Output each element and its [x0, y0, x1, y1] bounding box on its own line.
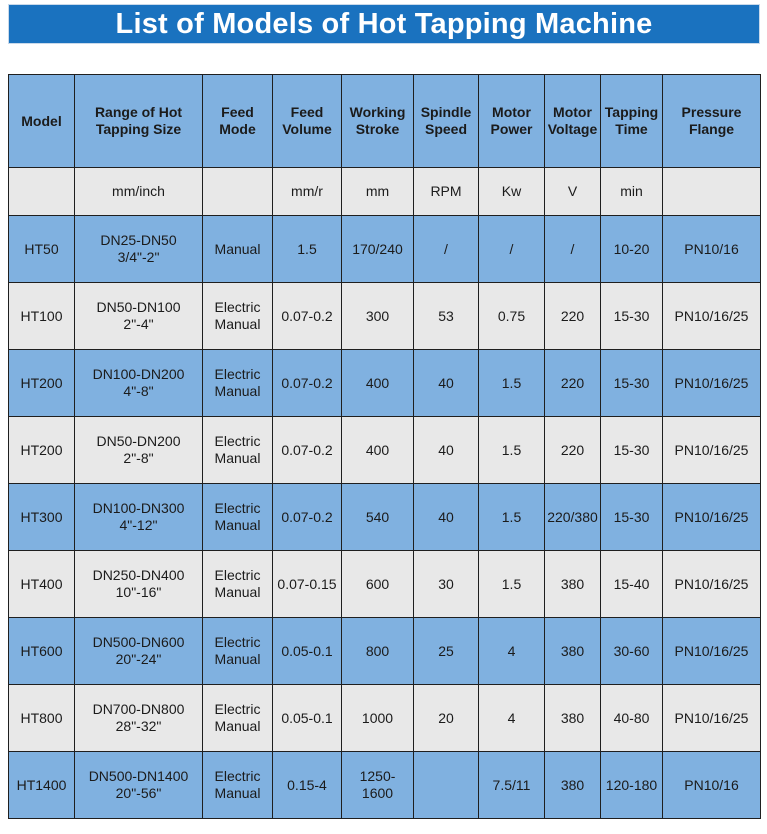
- spindle-speed-cell: 25: [414, 618, 479, 685]
- header-motor-voltage: [545, 75, 601, 168]
- working-stroke-cell: [342, 417, 414, 484]
- working-stroke-cell: [342, 551, 414, 618]
- header-line: Working: [349, 104, 406, 120]
- unit-cell: [9, 168, 75, 216]
- feed-volume-cell: 0.05-0.1: [273, 685, 342, 752]
- table-row: [9, 551, 761, 618]
- working-stroke-cell: [342, 685, 414, 752]
- pressure-flange-cell: PN10/16/25: [663, 484, 761, 551]
- working-stroke-cell-line: 1600: [361, 785, 394, 801]
- header-line: Speed: [424, 121, 467, 137]
- models-table: [8, 74, 761, 819]
- feed-mode-cell: [203, 350, 273, 417]
- motor-power-cell: 1.5: [479, 417, 545, 484]
- working-stroke-cell: [342, 283, 414, 350]
- motor-voltage-cell: 220: [545, 350, 601, 417]
- range-cell-line: 2"-8": [123, 450, 154, 466]
- pressure-flange-cell: PN10/16/25: [663, 283, 761, 350]
- feed-volume-cell: 0.07-0.2: [273, 350, 342, 417]
- header-spindle-speed: [414, 75, 479, 168]
- feed-mode-cell: [203, 417, 273, 484]
- model-cell: HT200: [9, 417, 75, 484]
- model-cell: HT800: [9, 685, 75, 752]
- header-line: Power: [490, 121, 533, 137]
- motor-voltage-cell: 380: [545, 551, 601, 618]
- table-row: [9, 350, 761, 417]
- header-line: Tapping Size: [95, 121, 182, 137]
- model-cell: HT50: [9, 216, 75, 283]
- table-row: [9, 484, 761, 551]
- unit-cell: RPM: [414, 168, 479, 216]
- motor-power-cell: 1.5: [479, 350, 545, 417]
- feed-mode-cell: [203, 216, 273, 283]
- feed-mode-cell: [203, 484, 273, 551]
- working-stroke-cell-line: 1250-: [359, 768, 396, 784]
- working-stroke-cell-line: 400: [365, 441, 390, 458]
- header-range: [75, 75, 203, 168]
- model-rows: [9, 216, 761, 819]
- feed-mode-cell-line: Manual: [214, 718, 261, 734]
- unit-cell: V: [545, 168, 601, 216]
- feed-volume-cell: 0.07-0.2: [273, 417, 342, 484]
- feed-mode-cell-line: Manual: [214, 517, 261, 533]
- pressure-flange-cell: PN10/16/25: [663, 350, 761, 417]
- header-model: [9, 75, 75, 168]
- range-cell: [75, 417, 203, 484]
- header-line: Feed: [290, 104, 324, 120]
- feed-mode-cell-line: Manual: [214, 584, 261, 600]
- spindle-speed-cell: 40: [414, 417, 479, 484]
- table-row: [9, 283, 761, 350]
- range-cell-line: 20"-24": [115, 651, 162, 667]
- tapping-time-cell: 15-30: [601, 283, 663, 350]
- motor-voltage-cell: 380: [545, 685, 601, 752]
- motor-voltage-cell: 380: [545, 752, 601, 819]
- range-cell-line: DN250-DN400: [92, 567, 185, 583]
- motor-power-cell: /: [479, 216, 545, 283]
- range-cell: [75, 484, 203, 551]
- header-line: Motor: [492, 104, 531, 120]
- header-feed-mode: [203, 75, 273, 168]
- working-stroke-cell: [342, 484, 414, 551]
- range-cell-line: 28"-32": [115, 718, 162, 734]
- feed-mode-cell: [203, 283, 273, 350]
- motor-power-cell: 7.5/11: [479, 752, 545, 819]
- feed-mode-cell-line: Electric: [214, 433, 261, 449]
- feed-volume-cell: 0.07-0.2: [273, 283, 342, 350]
- model-cell: HT100: [9, 283, 75, 350]
- unit-cell: [203, 168, 273, 216]
- motor-power-cell: 4: [479, 618, 545, 685]
- feed-mode-cell-line: Electric: [214, 567, 261, 583]
- table-row: [9, 216, 761, 283]
- working-stroke-cell-line: 1000: [361, 709, 394, 726]
- tapping-time-cell: 15-30: [601, 417, 663, 484]
- motor-voltage-cell: 220: [545, 417, 601, 484]
- header-tapping-time: [601, 75, 663, 168]
- range-cell-line: 10"-16": [115, 584, 162, 600]
- tapping-time-cell: 15-30: [601, 484, 663, 551]
- unit-cell: Kw: [479, 168, 545, 216]
- model-cell: HT1400: [9, 752, 75, 819]
- tapping-time-cell: 10-20: [601, 216, 663, 283]
- pressure-flange-cell: PN10/16/25: [663, 551, 761, 618]
- feed-mode-cell: [203, 551, 273, 618]
- motor-power-cell: 4: [479, 685, 545, 752]
- motor-voltage-cell: /: [545, 216, 601, 283]
- units-row: [9, 168, 761, 216]
- working-stroke-cell-line: 800: [365, 642, 390, 659]
- header-working-stroke: [342, 75, 414, 168]
- range-cell-line: 3/4"-2": [117, 249, 160, 265]
- working-stroke-cell-line: 170/240: [352, 240, 403, 257]
- unit-cell: min: [601, 168, 663, 216]
- feed-mode-cell-line: Manual: [214, 240, 261, 257]
- range-cell-line: DN100-DN300: [92, 500, 185, 516]
- feed-mode-cell: [203, 752, 273, 819]
- motor-voltage-cell: 220: [545, 283, 601, 350]
- header-line: Spindle: [420, 104, 472, 120]
- pressure-flange-cell: PN10/16/25: [663, 618, 761, 685]
- range-cell-line: DN50-DN200: [96, 433, 181, 449]
- spindle-speed-cell: /: [414, 216, 479, 283]
- header-motor-power: [479, 75, 545, 168]
- working-stroke-cell: [342, 618, 414, 685]
- range-cell-line: DN500-DN600: [92, 634, 185, 650]
- header-line: Stroke: [355, 121, 400, 137]
- range-cell-line: DN50-DN100: [96, 299, 181, 315]
- tapping-time-cell: 15-30: [601, 350, 663, 417]
- feed-mode-cell-line: Manual: [214, 383, 261, 399]
- range-cell-line: DN25-DN50: [100, 232, 177, 248]
- model-cell: HT600: [9, 618, 75, 685]
- feed-mode-cell-line: Electric: [214, 701, 261, 717]
- header-line: Range of Hot: [94, 104, 183, 120]
- motor-power-cell: 1.5: [479, 484, 545, 551]
- range-cell: [75, 283, 203, 350]
- unit-cell: [663, 168, 761, 216]
- spindle-speed-cell: 40: [414, 350, 479, 417]
- spindle-speed-cell: 40: [414, 484, 479, 551]
- tapping-time-cell: 120-180: [601, 752, 663, 819]
- table-row: [9, 417, 761, 484]
- feed-mode-cell-line: Electric: [214, 634, 261, 650]
- pressure-flange-cell: PN10/16: [663, 752, 761, 819]
- spindle-speed-cell: 20: [414, 685, 479, 752]
- feed-mode-cell-line: Manual: [214, 651, 261, 667]
- motor-power-cell: 1.5: [479, 551, 545, 618]
- tapping-time-cell: 30-60: [601, 618, 663, 685]
- feed-mode-cell: [203, 618, 273, 685]
- feed-mode-cell-line: Electric: [214, 366, 261, 382]
- unit-cell: mm: [342, 168, 414, 216]
- unit-cell: mm/inch: [75, 168, 203, 216]
- table-row: [9, 752, 761, 819]
- feed-volume-cell: 0.05-0.1: [273, 618, 342, 685]
- feed-mode-cell: [203, 685, 273, 752]
- spindle-speed-cell: 53: [414, 283, 479, 350]
- header-line: Time: [615, 121, 648, 137]
- header-line: Flange: [688, 121, 735, 137]
- feed-volume-cell: 0.07-0.15: [273, 551, 342, 618]
- range-cell-line: 2"-4": [123, 316, 154, 332]
- working-stroke-cell-line: 540: [365, 508, 390, 525]
- working-stroke-cell-line: 300: [365, 307, 390, 324]
- range-cell-line: 4"-12": [119, 517, 158, 533]
- working-stroke-cell-line: 400: [365, 374, 390, 391]
- range-cell-line: DN700-DN800: [92, 701, 185, 717]
- motor-voltage-cell: 220/380: [545, 484, 601, 551]
- range-cell-line: DN500-DN1400: [88, 768, 189, 784]
- header-line: Feed: [221, 104, 254, 120]
- header-line: Mode: [219, 121, 256, 137]
- feed-mode-cell-line: Electric: [214, 500, 261, 516]
- table-row: [9, 685, 761, 752]
- pressure-flange-cell: PN10/16/25: [663, 685, 761, 752]
- header-line: Voltage: [547, 121, 598, 137]
- working-stroke-cell: [342, 350, 414, 417]
- motor-power-cell: 0.75: [479, 283, 545, 350]
- tapping-time-cell: 40-80: [601, 685, 663, 752]
- range-cell: [75, 551, 203, 618]
- header-line: Model: [21, 112, 62, 129]
- table-row: [9, 618, 761, 685]
- range-cell: [75, 350, 203, 417]
- working-stroke-cell-line: 600: [365, 575, 390, 592]
- working-stroke-cell: [342, 216, 414, 283]
- range-cell: [75, 685, 203, 752]
- feed-volume-cell: 0.07-0.2: [273, 484, 342, 551]
- header-feed-volume: [273, 75, 342, 168]
- header-line: Tapping: [604, 104, 659, 120]
- feed-volume-cell: 0.15-4: [273, 752, 342, 819]
- model-cell: HT400: [9, 551, 75, 618]
- motor-voltage-cell: 380: [545, 618, 601, 685]
- feed-mode-cell-line: Manual: [214, 450, 261, 466]
- range-cell-line: 20"-56": [115, 785, 162, 801]
- page-title: List of Models of Hot Tapping Machine: [115, 7, 653, 40]
- header-line: Volume: [282, 121, 332, 137]
- header-line: Motor: [553, 104, 592, 120]
- range-cell-line: DN100-DN200: [92, 366, 185, 382]
- feed-volume-cell: 1.5: [273, 216, 342, 283]
- feed-mode-cell-line: Manual: [214, 785, 261, 801]
- feed-mode-cell-line: Electric: [214, 768, 261, 784]
- feed-mode-cell-line: Manual: [214, 316, 261, 332]
- header-pressure-flange: [663, 75, 761, 168]
- spindle-speed-cell: 30: [414, 551, 479, 618]
- working-stroke-cell: [342, 752, 414, 819]
- range-cell: [75, 752, 203, 819]
- range-cell-line: 4"-8": [123, 383, 154, 399]
- model-cell: HT200: [9, 350, 75, 417]
- header-line: Pressure: [681, 104, 742, 120]
- model-cell: HT300: [9, 484, 75, 551]
- feed-mode-cell-line: Electric: [214, 299, 261, 315]
- pressure-flange-cell: PN10/16/25: [663, 417, 761, 484]
- tapping-time-cell: 15-40: [601, 551, 663, 618]
- title-banner: [8, 4, 760, 44]
- range-cell: [75, 216, 203, 283]
- spindle-speed-cell: [414, 752, 479, 819]
- header-row: [9, 75, 761, 168]
- range-cell: [75, 618, 203, 685]
- pressure-flange-cell: PN10/16: [663, 216, 761, 283]
- unit-cell: mm/r: [273, 168, 342, 216]
